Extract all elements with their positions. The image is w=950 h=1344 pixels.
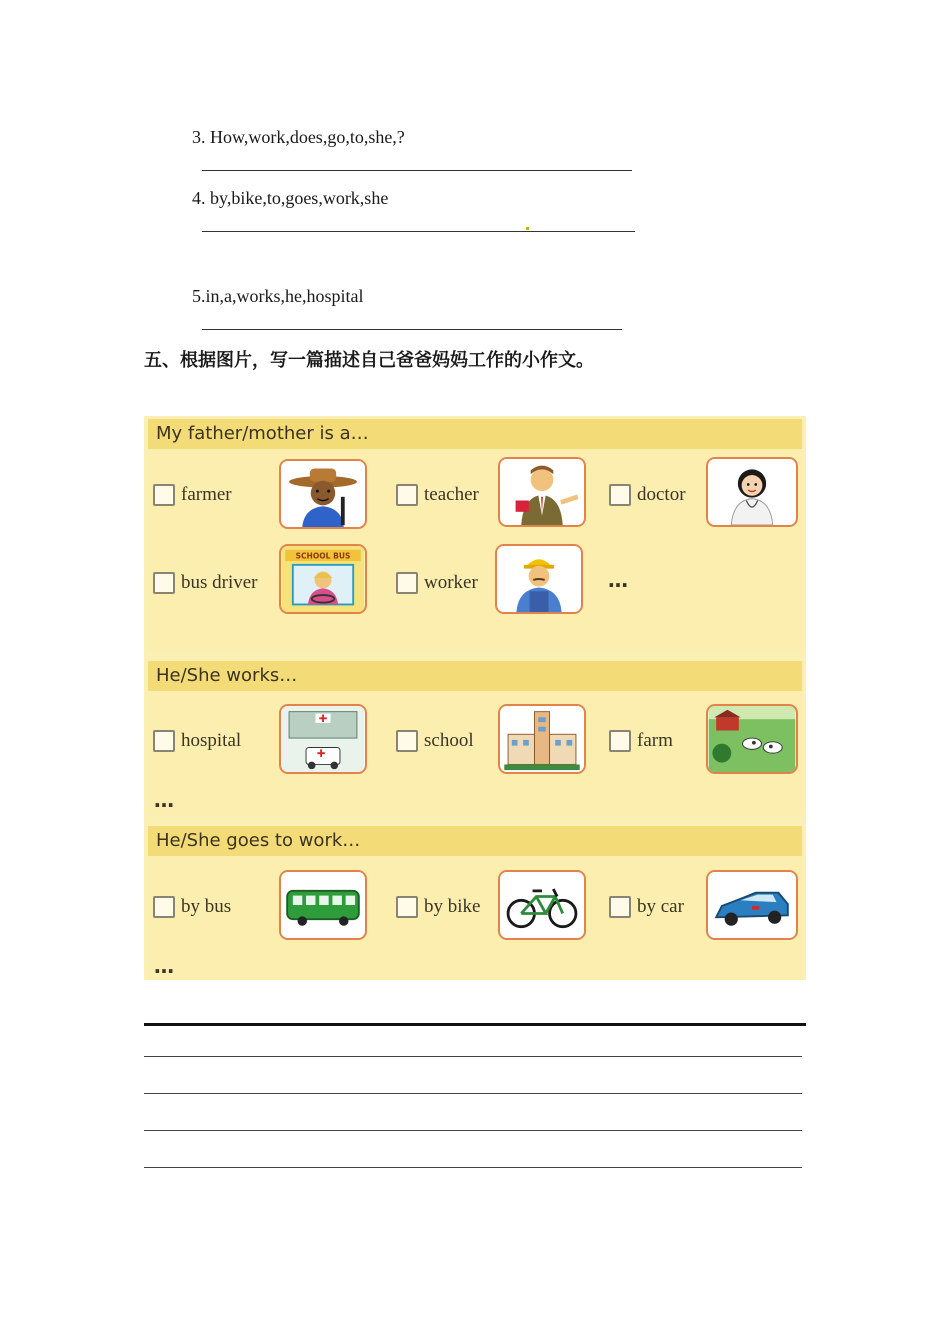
checkbox[interactable] (609, 896, 631, 918)
checkbox[interactable] (396, 896, 418, 918)
worker-icon (495, 544, 583, 614)
job-option-farmer[interactable] (153, 480, 232, 510)
option-label: teacher (424, 484, 479, 505)
option-label: by bike (424, 896, 481, 917)
bike-icon (498, 870, 586, 940)
job-option-teacher[interactable] (396, 480, 479, 510)
checkbox[interactable] (396, 484, 418, 506)
question-5: 5.in,a,works,he,hospital (192, 286, 364, 306)
picture-panel (144, 416, 806, 980)
checkbox[interactable] (153, 730, 175, 752)
writing-line-4[interactable] (144, 1167, 802, 1168)
option-label: bus driver (181, 572, 258, 593)
farm-icon (706, 704, 798, 774)
question-4: 4. by,bike,to,goes,work,she (192, 188, 389, 208)
hospital-icon (279, 704, 367, 774)
place-option-hospital[interactable] (153, 726, 241, 756)
section-heading: 五、根据图片，写一篇描述自己爸爸妈妈工作的小作文。 (144, 350, 594, 371)
place-option-school[interactable] (396, 726, 474, 756)
bus-driver-icon (279, 544, 367, 614)
transport-option-bike[interactable] (396, 892, 480, 922)
job-option-doctor[interactable] (609, 480, 686, 510)
option-label: worker (424, 572, 478, 593)
transport-more: … (154, 954, 175, 978)
answer-line-4[interactable] (202, 231, 635, 232)
job-option-worker[interactable] (396, 568, 478, 598)
answer-line-3[interactable] (202, 170, 632, 171)
option-label: school (424, 730, 474, 751)
checkbox[interactable] (396, 730, 418, 752)
answer-line-5[interactable] (202, 329, 622, 330)
stray-dot (526, 227, 529, 230)
option-label: farmer (181, 484, 232, 505)
checkbox[interactable] (396, 572, 418, 594)
option-label: by car (637, 896, 684, 917)
checkbox[interactable] (153, 484, 175, 506)
place-more: … (154, 788, 175, 812)
transport-section-title: He/She goes to work… (148, 826, 802, 856)
writing-line-1[interactable] (144, 1056, 802, 1057)
option-label: farm (637, 730, 673, 751)
school-bus-sign: SCHOOL BUS (295, 551, 351, 561)
checkbox[interactable] (609, 730, 631, 752)
place-section (148, 691, 802, 815)
school-icon (498, 704, 586, 774)
place-option-farm[interactable] (609, 726, 673, 756)
doctor-icon (706, 457, 798, 527)
option-label: by bus (181, 896, 232, 917)
writing-line-3[interactable] (144, 1130, 802, 1131)
job-section-title: My father/mother is a… (148, 419, 802, 449)
option-label: hospital (181, 730, 242, 751)
writing-top-rule (144, 1023, 806, 1026)
teacher-icon (498, 457, 586, 527)
checkbox[interactable] (609, 484, 631, 506)
job-more: … (608, 568, 629, 592)
car-icon (706, 870, 798, 940)
job-option-bus-driver[interactable] (153, 568, 258, 598)
checkbox[interactable] (153, 896, 175, 918)
checkbox[interactable] (153, 572, 175, 594)
option-label: doctor (637, 484, 686, 505)
bus-icon (279, 870, 367, 940)
transport-option-car[interactable] (609, 892, 684, 922)
writing-line-2[interactable] (144, 1093, 802, 1094)
transport-option-bus[interactable] (153, 892, 231, 922)
place-section-title: He/She works… (148, 661, 802, 691)
farmer-icon (279, 459, 367, 529)
question-3: 3. How,work,does,go,to,she,? (192, 127, 405, 147)
